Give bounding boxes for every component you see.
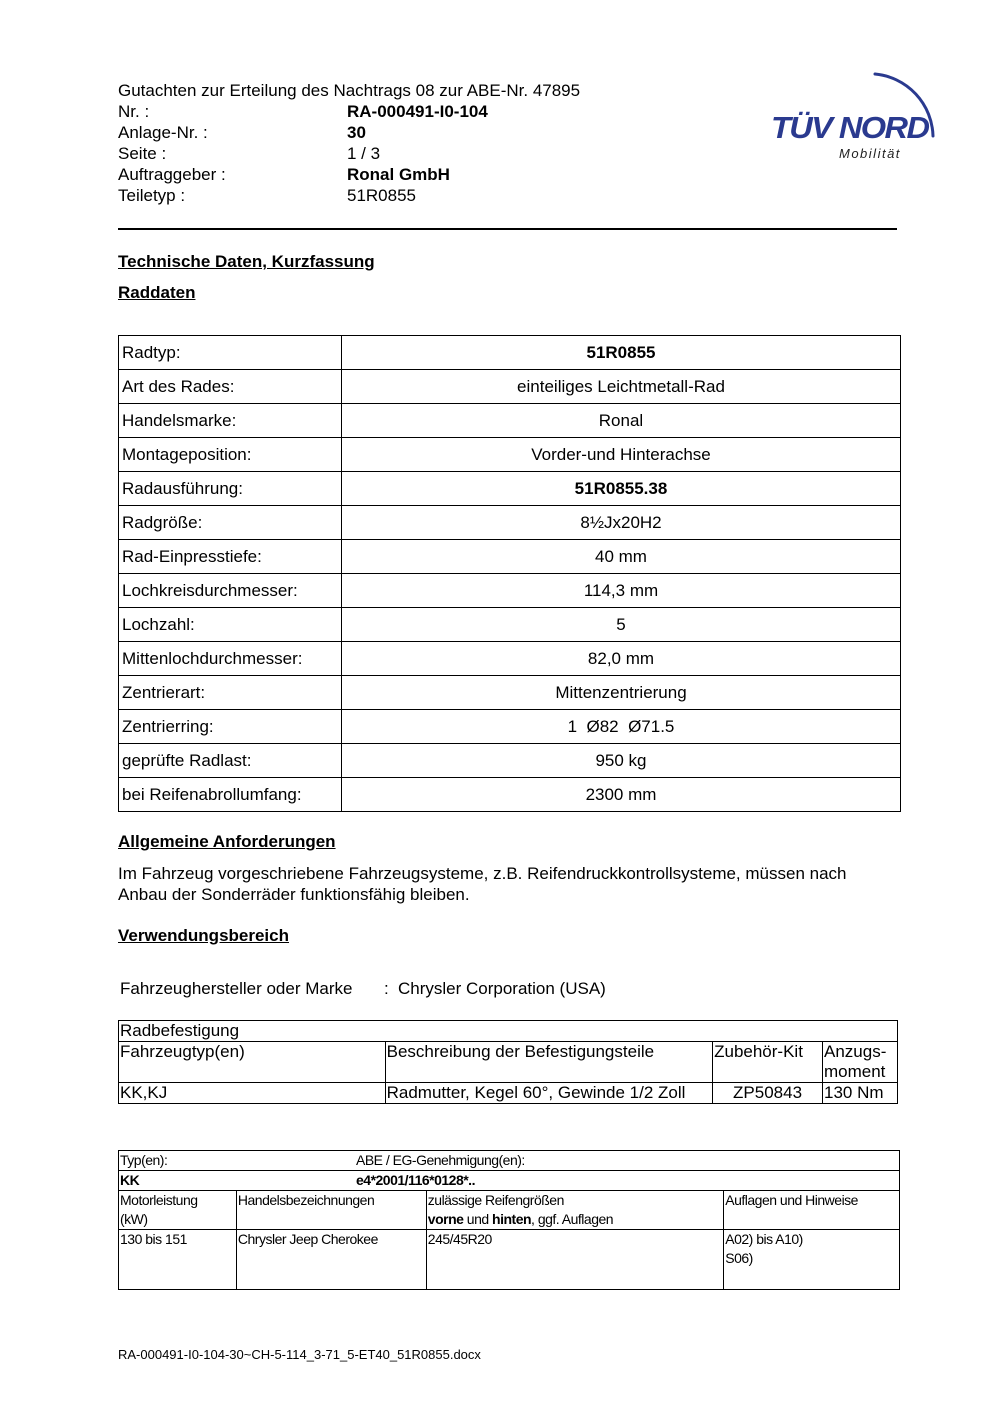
- header-label: Anlage-Nr. :: [118, 123, 208, 142]
- column-header: Zubehör-Kit: [713, 1042, 823, 1083]
- row-label: Lochzahl:: [119, 608, 342, 642]
- column-header: [823, 1042, 898, 1083]
- row-value: Ronal: [342, 404, 901, 438]
- row-value: 2300 mm: [342, 778, 901, 812]
- radbefestigung-title: Radbefestigung: [119, 1021, 898, 1042]
- table-row: [119, 608, 901, 642]
- row-label: Handelsmarke:: [119, 404, 342, 438]
- table-row: [119, 1021, 898, 1042]
- row-value: 8½Jx20H2: [342, 506, 901, 540]
- table-cell: ZP50843: [713, 1083, 823, 1104]
- header-line: moment: [824, 1062, 886, 1081]
- row-label: Rad-Einpresstiefe:: [119, 540, 342, 574]
- row-label: Mittenlochdurchmesser:: [119, 642, 342, 676]
- hersteller-label: Fahrzeughersteller oder Marke: [120, 979, 353, 998]
- row-label: Radgröße:: [119, 506, 342, 540]
- abe-value: e4*2001/116*0128*..: [356, 1172, 475, 1188]
- cell-line: A02) bis A10): [725, 1231, 803, 1247]
- row-value: 40 mm: [342, 540, 901, 574]
- column-header: [119, 1191, 237, 1230]
- column-header: [426, 1191, 723, 1230]
- table-row: [119, 1171, 900, 1191]
- table-row: [119, 642, 901, 676]
- table-row: [119, 506, 901, 540]
- allgemein-paragraph: Im Fahrzeug vorgeschriebene Fahrzeugsysteme, z.B. Reifendruckkontrollsysteme, müssen nach Anbau der Sonderräder funktionsfähig bleiben.: [118, 864, 847, 904]
- hersteller-value: Chrysler Corporation (USA): [398, 979, 606, 998]
- table-row: [119, 676, 901, 710]
- header-text: und: [463, 1211, 493, 1227]
- table-cell: 130 bis 151: [119, 1230, 237, 1290]
- table-row: [119, 472, 901, 506]
- row-label: Zentrierring:: [119, 710, 342, 744]
- row-value: 1 Ø82 Ø71.5: [342, 710, 901, 744]
- raddaten-table: [118, 335, 901, 812]
- row-value: 51R0855.38: [342, 472, 901, 506]
- header-value: Ronal GmbH: [347, 165, 450, 184]
- row-value: 82,0 mm: [342, 642, 901, 676]
- logo-subtitle: Mobilität: [839, 146, 901, 161]
- table-row: [119, 710, 901, 744]
- header-bold: hinten: [492, 1211, 532, 1227]
- row-label: Zentrierart:: [119, 676, 342, 710]
- table-row: [119, 744, 901, 778]
- table-cell: [724, 1230, 900, 1290]
- table-row: [119, 370, 901, 404]
- header-label: Nr. :: [118, 102, 150, 121]
- row-label: Montageposition:: [119, 438, 342, 472]
- header-bold: vorne: [427, 1211, 464, 1227]
- footer-filename: RA-000491-I0-104-30~CH-5-114_3-71_5-ET40_51R0855.docx: [118, 1347, 481, 1362]
- row-value: 51R0855: [342, 336, 901, 370]
- logo-wordmark: TÜV NORD: [771, 110, 929, 145]
- table-row: [119, 438, 901, 472]
- abe-label: ABE / EG-Genehmigung(en):: [356, 1152, 525, 1168]
- row-label: bei Reifenabrollumfang:: [119, 778, 342, 812]
- table-row: [119, 1151, 900, 1171]
- row-label: Art des Rades:: [119, 370, 342, 404]
- row-label: Lochkreisdurchmesser:: [119, 574, 342, 608]
- table-cell: 130 Nm: [823, 1083, 898, 1104]
- header-value: 30: [347, 123, 366, 142]
- table-row: [119, 336, 901, 370]
- table-cell: Chrysler Jeep Cherokee: [236, 1230, 426, 1290]
- row-value: 114,3 mm: [342, 574, 901, 608]
- table-row: [119, 574, 901, 608]
- typen-header-cell: [119, 1151, 900, 1171]
- header-value: RA-000491-I0-104: [347, 102, 488, 121]
- table-row: [119, 778, 901, 812]
- header-label: Seite :: [118, 144, 167, 163]
- table-row: [119, 404, 901, 438]
- table-row: [119, 1230, 900, 1290]
- table-row: [119, 1042, 898, 1083]
- header-line: Motorleistung: [120, 1192, 198, 1208]
- table-row: [119, 540, 901, 574]
- header-text: , ggf. Auflagen: [531, 1211, 614, 1227]
- header-line: Anzugs-: [824, 1042, 887, 1061]
- table-cell: 245/45R20: [426, 1230, 723, 1290]
- column-header: Auflagen und Hinweise: [724, 1191, 900, 1230]
- column-header: Beschreibung der Befestigungsteile: [385, 1042, 712, 1083]
- header-label: Teiletyp :: [118, 186, 186, 205]
- header-value: 51R0855: [347, 186, 417, 205]
- row-value: 5: [342, 608, 901, 642]
- hersteller-separator: :: [384, 979, 389, 998]
- header-divider: [118, 228, 897, 230]
- row-value: Mittenzentrierung: [342, 676, 901, 710]
- row-label: Radtyp:: [119, 336, 342, 370]
- typ-value: KK: [120, 1172, 140, 1188]
- cell-line: S06): [725, 1250, 753, 1266]
- tuev-nord-logo: [765, 58, 945, 168]
- typ-label: Typ(en):: [120, 1152, 168, 1168]
- table-row: [119, 1191, 900, 1230]
- row-value: Vorder-und Hinterachse: [342, 438, 901, 472]
- header-value: 1 / 3: [347, 144, 381, 163]
- table-cell: KK,KJ: [119, 1083, 386, 1104]
- section-heading-allgemein: Allgemeine Anforderungen: [118, 832, 336, 851]
- header-line: zulässige Reifengrößen: [427, 1192, 564, 1208]
- section-heading-verwendung: Verwendungsbereich: [118, 926, 289, 945]
- header-line: (kW): [120, 1211, 148, 1227]
- header-label: Auftraggeber :: [118, 165, 226, 184]
- column-header: Handelsbezeichnungen: [236, 1191, 426, 1230]
- hersteller-line: [120, 979, 606, 999]
- table-cell: Radmutter, Kegel 60°, Gewinde 1/2 Zoll: [385, 1083, 712, 1104]
- row-value: 950 kg: [342, 744, 901, 778]
- column-header: Fahrzeugtyp(en): [119, 1042, 386, 1083]
- row-label: Radausführung:: [119, 472, 342, 506]
- typen-table: [118, 1150, 900, 1290]
- document-title: Gutachten zur Erteilung des Nachtrags 08 zur ABE-Nr. 47895: [118, 81, 581, 100]
- typen-value-cell: [119, 1171, 900, 1191]
- row-value: einteiliges Leichtmetall-Rad: [342, 370, 901, 404]
- radbefestigung-table: [118, 1020, 898, 1104]
- row-label: geprüfte Radlast:: [119, 744, 342, 778]
- table-row: [119, 1083, 898, 1104]
- section-heading-tech: Technische Daten, Kurzfassung: [118, 252, 375, 271]
- section-heading-raddaten: Raddaten: [118, 283, 196, 302]
